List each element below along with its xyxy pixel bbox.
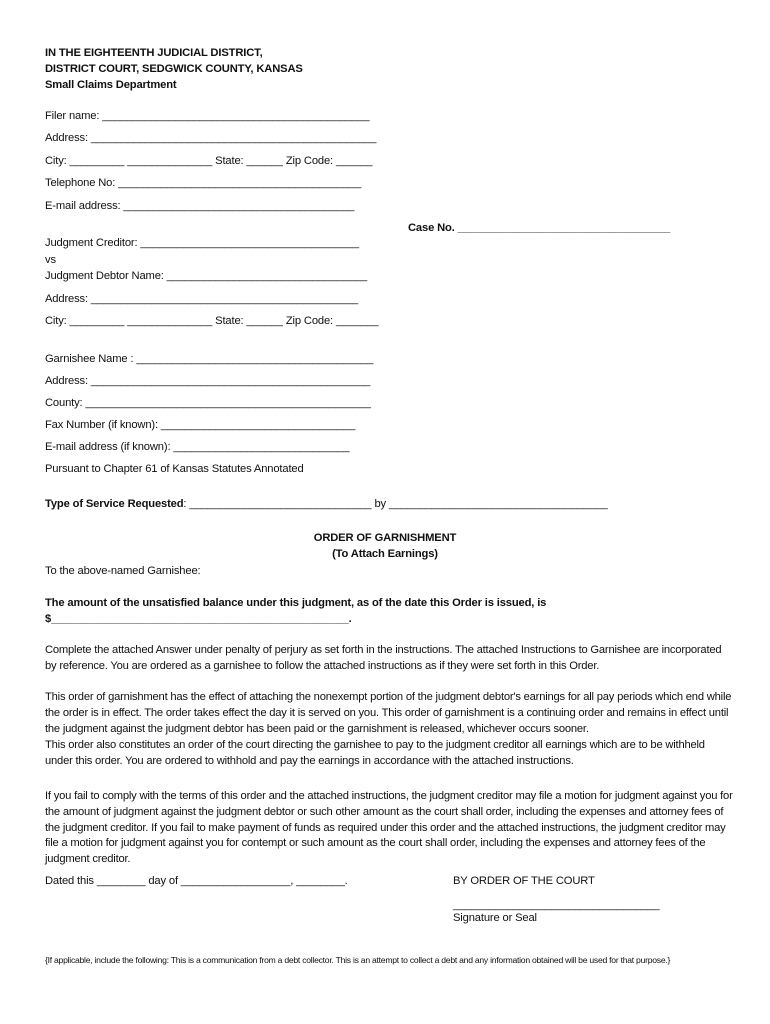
garnishee-fax-field[interactable]: Fax Number (if known): ________________________________ bbox=[45, 419, 356, 431]
garnishee-name-field[interactable]: Garnishee Name : _______________________________________ bbox=[45, 353, 374, 365]
balance-amount-field[interactable]: $_________________________________________________. bbox=[45, 613, 352, 625]
service-type-label: Type of Service Requested bbox=[45, 498, 184, 510]
court-header-line2: DISTRICT COURT, SEDGWICK COUNTY, KANSAS bbox=[45, 63, 303, 75]
filer-telephone-field[interactable]: Telephone No: ________________________________________ bbox=[45, 177, 362, 189]
debtor-city-state-zip-field[interactable]: City: _________ ______________ State: ______ Zip Code: _______ bbox=[45, 315, 379, 327]
order-subtitle: (To Attach Earnings) bbox=[332, 548, 438, 560]
versus-label: vs bbox=[45, 254, 56, 266]
order-title: ORDER OF GARNISHMENT bbox=[313, 532, 457, 544]
payment-paragraph: This order also constitutes an order of the court directing the garnishee to pay to the judgment creditor all earnings which are to be withheld under this order. You are ordered to withhold and pay the earnings in accordance with the attached instructions. bbox=[45, 739, 705, 767]
debtor-address-field[interactable]: Address: ____________________________________________ bbox=[45, 293, 359, 305]
garnishee-address-field[interactable]: Address: ______________________________________________ bbox=[45, 375, 371, 387]
signature-line[interactable]: __________________________________ bbox=[453, 899, 660, 911]
debt-collector-notice: {If applicable, include the following: This is a communication from a debt collector. This is an attempt to collect a debt and any information obtained will be used for that purpose.} bbox=[45, 955, 671, 965]
judgment-creditor-field[interactable]: Judgment Creditor: ____________________________________ bbox=[45, 237, 359, 249]
balance-statement: The amount of the unsatisfied balance under this judgment, as of the date this Order is issued, is bbox=[45, 597, 547, 609]
garnishee-county-field[interactable]: County: _______________________________________________ bbox=[45, 397, 371, 409]
case-number-field[interactable]: Case No. ___________________________________ bbox=[408, 222, 671, 234]
statute-reference: Pursuant to Chapter 61 of Kansas Statutes Annotated bbox=[45, 463, 304, 475]
filer-city-state-zip-field[interactable]: City: _________ ______________ State: ______ Zip Code: ______ bbox=[45, 155, 373, 167]
court-header-line1: IN THE EIGHTEENTH JUDICIAL DISTRICT, bbox=[45, 47, 263, 59]
garnishee-salutation: To the above-named Garnishee: bbox=[45, 565, 201, 577]
instructions-paragraph: Complete the attached Answer under penalty of perjury as set forth in the instructions. The attached Instructions to Garnishee are incorporated by reference. You are ordered as a garnishee to follow the attached instructions as if they were set forth in this Order. bbox=[45, 644, 722, 672]
judgment-debtor-name-field[interactable]: Judgment Debtor Name: _________________________________ bbox=[45, 270, 368, 282]
by-order-label: BY ORDER OF THE COURT bbox=[453, 875, 595, 887]
dated-field[interactable]: Dated this ________ day of __________________, ________. bbox=[45, 875, 348, 887]
filer-email-field[interactable]: E-mail address: ______________________________________ bbox=[45, 200, 355, 212]
court-header-line3: Small Claims Department bbox=[45, 79, 177, 91]
signature-label: Signature or Seal bbox=[453, 912, 537, 924]
garnishee-email-field[interactable]: E-mail address (if known): _____________________________ bbox=[45, 441, 350, 453]
service-type-row[interactable] bbox=[45, 497, 608, 511]
filer-name-field[interactable]: Filer name: ____________________________________________ bbox=[45, 110, 370, 122]
noncompliance-paragraph: If you fail to comply with the terms of this order and the attached instructions, the judgment creditor may file a motion for judgment against you for the amount of judgment against the judgment debtor or such other amount as the court shall order, including the expenses and attorney fees of the judgment creditor. If you fail to make payment of funds as required under this order and the attached instructions, the judgment creditor may file a motion for judgment against you for contempt or such amount as the court shall order, including the expenses and attorney fees of the judgment creditor. bbox=[45, 790, 733, 866]
service-type-blanks[interactable]: : ______________________________ by ____________________________________ bbox=[183, 498, 608, 510]
effect-paragraph: This order of garnishment has the effect of attaching the nonexempt portion of the judgment debtor's earnings for all pay periods which end while the order is in effect. The order takes effect the day it is served on you. This order of garnishment is a continuing order and remains in effect until the judgment against the judgment debtor has been paid or the garnishment is released, whichever occurs sooner. bbox=[45, 691, 732, 735]
filer-address-field[interactable]: Address: _______________________________________________ bbox=[45, 132, 377, 144]
